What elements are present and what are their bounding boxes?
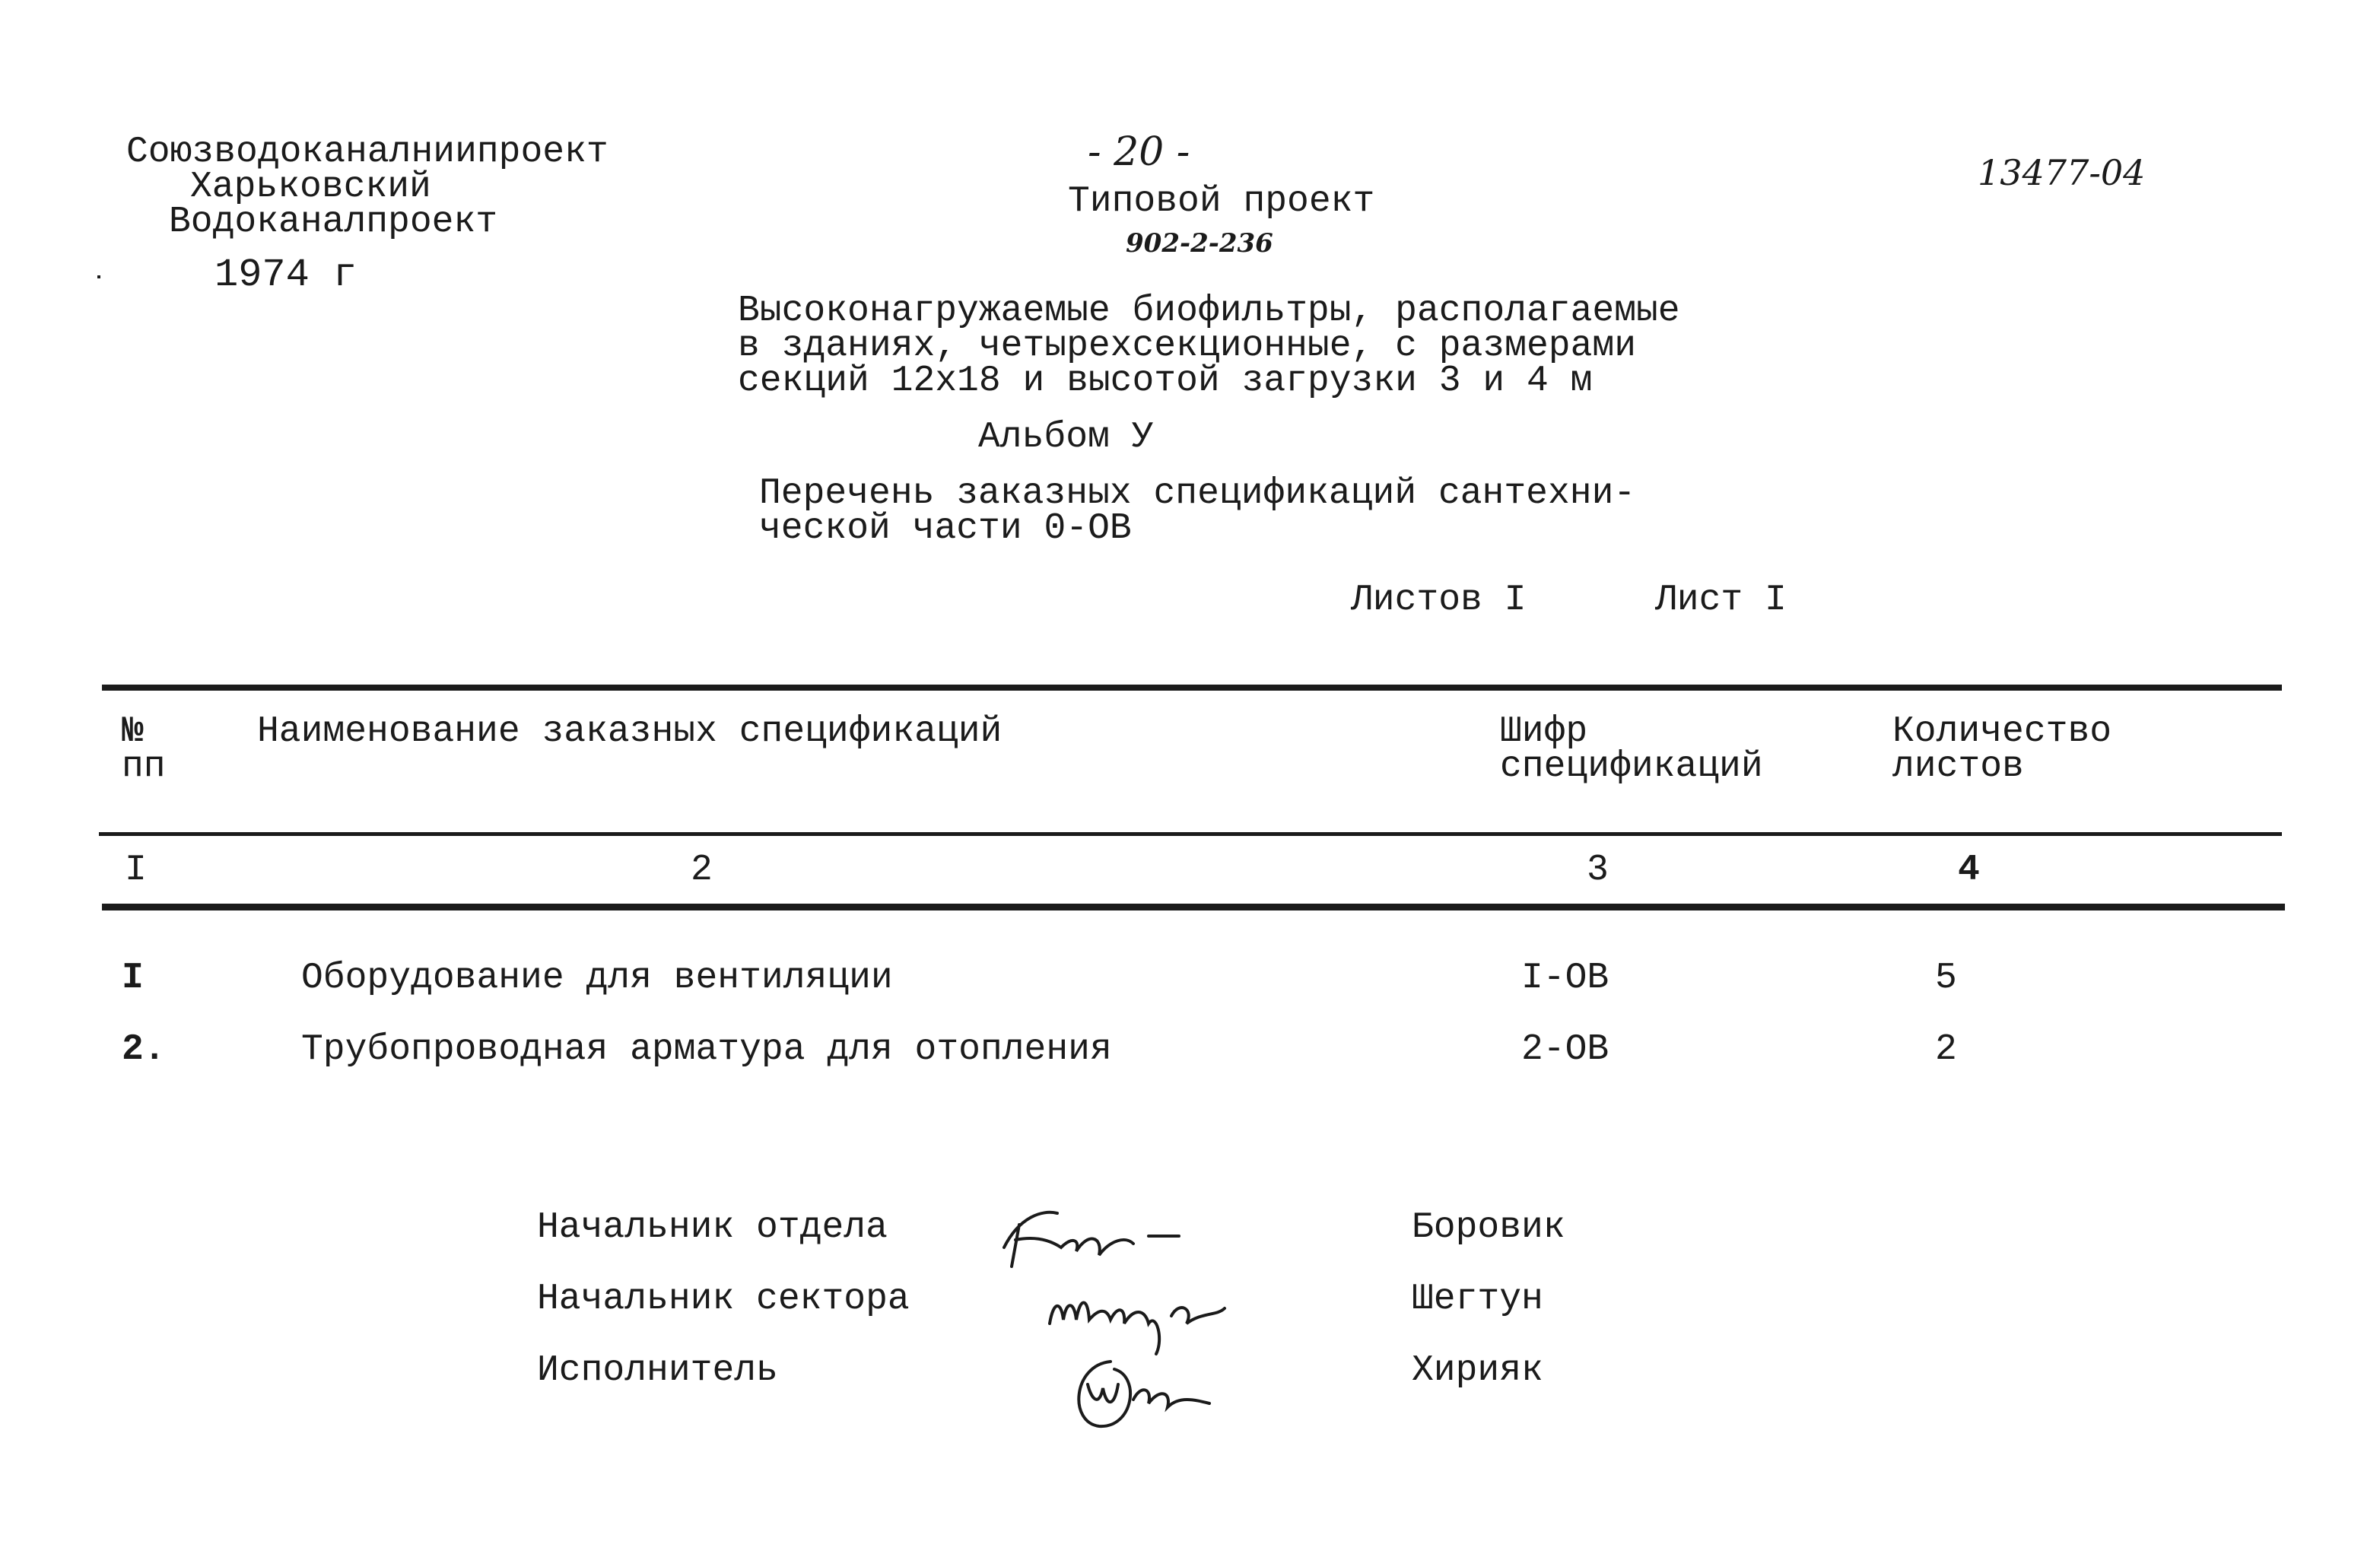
header-bottom-rule [99,832,2282,836]
signature-role-head-of-department: Начальник отдела [537,1207,888,1248]
page-number: - 20 - [1088,129,1190,175]
header-code-line1: Шифр [1500,711,1588,752]
column-number-2: 2 [691,850,713,891]
table-row-name: Оборудование для вентиляции [301,958,893,999]
table-row-code: I-ОВ [1521,958,1609,999]
table-row-qty: 2 [1935,1029,1957,1070]
org-name-line3: Водоканалпроект [169,202,498,243]
column-number-1: I [125,850,147,891]
header-qty-line2: листов [1892,746,2024,787]
header-num-line1: № [122,711,144,752]
table-row-code: 2-ОВ [1521,1029,1609,1070]
subtitle-line2: ческой части 0-ОВ [759,508,1132,549]
signature-name-head-of-sector: Шегтун [1412,1279,1543,1320]
header-qty-line1: Количество [1892,711,2112,752]
header-num-line2: пп [122,746,166,787]
org-name-line2: Харьковский [190,167,431,208]
project-code: 902-2-236 [1126,228,1273,259]
header-name: Наименование заказных спецификаций [257,711,1003,752]
signature-1-handwriting [989,1194,1202,1278]
year: 1974 г [214,253,357,297]
column-numbers-bottom-rule [102,904,2285,910]
subtitle-line1: Перечень заказных спецификаций сантехни- [759,473,1636,514]
title-line2: в зданиях, четырехсекционные, с размерами [738,326,1636,367]
project-label: Типовой проект [1068,181,1375,222]
table-row-num: 2. [122,1029,166,1070]
margin-dot [97,275,100,278]
inventory-number: 13477-04 [1978,152,2146,193]
title-line1: Высоконагружаемые биофильтры, располагаемые [738,291,1680,332]
table-row-num: I [122,958,144,999]
title-line3: секций 12х18 и высотой загрузки 3 и 4 м [738,361,1593,402]
sheets-total: Листов I [1351,580,1527,621]
column-number-4: 4 [1958,850,1980,891]
table-row-name: Трубопроводная арматура для отопления [301,1029,1112,1070]
signature-name-head-of-department: Боровик [1412,1207,1565,1248]
table-top-rule [102,685,2282,691]
column-number-3: 3 [1587,850,1609,891]
album-label: Альбом У [978,417,1154,458]
signature-role-head-of-sector: Начальник сектора [537,1279,910,1320]
sheet-current: Лист I [1655,580,1787,621]
signature-role-executor: Исполнитель [537,1350,778,1391]
table-row-qty: 5 [1935,958,1957,999]
header-code-line2: спецификаций [1500,746,1763,787]
org-name-line1: Союзводоканалниипроект [126,132,609,173]
signature-name-executor: Хирияк [1412,1350,1543,1391]
signature-3-handwriting [1065,1346,1232,1438]
